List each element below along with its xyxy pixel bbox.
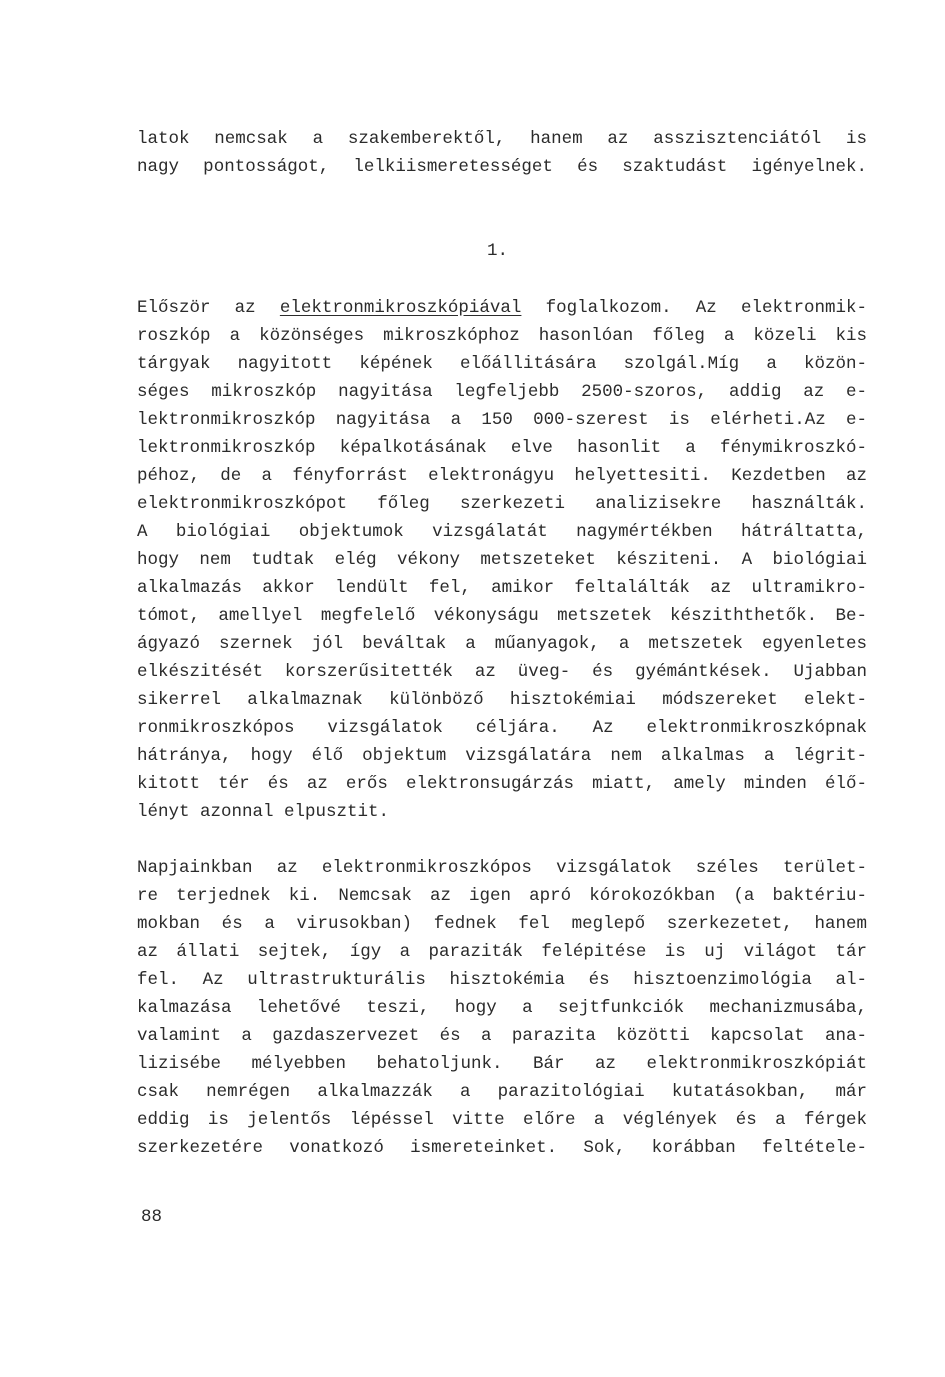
paragraph2-line: kalmazása lehetővé teszi, hogy a sejtfunkciók mechanizmusába, bbox=[137, 998, 867, 1018]
paragraph1-first-line bbox=[137, 298, 867, 318]
paragraph1-line: elektronmikroszkópot főleg szerkezeti analizisekre használták. bbox=[137, 494, 867, 514]
paragraph1-line: roszkóp a közönséges mikroszkóphoz hasonlóan főleg a közeli kis bbox=[137, 326, 867, 346]
paragraph1-line: tómot, amellyel megfelelő vékonyságu metszetek késziththetők. Be- bbox=[137, 606, 867, 626]
paragraph2-line: szerkezetére vonatkozó ismereteinket. Sok, korábban feltétele- bbox=[137, 1138, 867, 1158]
paragraph1-line: kitott tér és az erős elektronsugárzás miatt, amely minden élő- bbox=[137, 774, 867, 794]
paragraph1-line: A biológiai objektumok vizsgálatát nagymértékben hátráltatta, bbox=[137, 522, 867, 542]
paragraph2-line: csak nemrégen alkalmazzák a parazitológiai kutatásokban, már bbox=[137, 1082, 867, 1102]
paragraph1-line: ágyazó szernek jól beváltak a műanyagok, a metszetek egyenletes bbox=[137, 634, 867, 654]
paragraph1-line: lektronmikroszkóp képalkotásának elve hasonlit a fénymikroszkó- bbox=[137, 438, 867, 458]
paragraph2-line: lizisébe mélyebben behatoljunk. Bár az elektronmikroszkópiát bbox=[137, 1054, 867, 1074]
paragraph2-line: valamint a gazdaszervezet és a parazita közötti kapcsolat ana- bbox=[137, 1026, 867, 1046]
intro-line-1: latok nemcsak a szakemberektől, hanem az asszisztenciától is bbox=[137, 129, 867, 149]
paragraph1-line: lényt azonnal elpusztit. bbox=[137, 802, 390, 822]
paragraph1-line: alkalmazás akkor lendült fel, amikor feltalálták az ultramikro- bbox=[137, 578, 867, 598]
paragraph1-line: sikerrel alkalmaznak különböző hisztokémiai módszereket elekt- bbox=[137, 690, 867, 710]
paragraph2-line: mokban és a virusokban) fednek fel meglepő szerkezetet, hanem bbox=[137, 914, 867, 934]
paragraph1-line: ronmikroszkópos vizsgálatok céljára. Az elektronmikroszkópnak bbox=[137, 718, 867, 738]
intro-line-2: nagy pontosságot, lelkiismeretességet és szaktudást igényelnek. bbox=[137, 157, 867, 177]
paragraph1-line: hogy nem tudtak elég vékony metszeteket késziteni. A biológiai bbox=[137, 550, 867, 570]
paragraph1-line: tárgyak nagyitott képének előállitására szolgál.Míg a közön- bbox=[137, 354, 867, 374]
underlined-term: elektronmikroszkópiával bbox=[279, 298, 522, 318]
paragraph2-line: az állati sejtek, így a paraziták felépitése is uj világot tár bbox=[137, 942, 867, 962]
paragraph2-line: fel. Az ultrastrukturális hisztokémia és hisztoenzimológia al- bbox=[137, 970, 867, 990]
paragraph1-line: hátránya, hogy élő objektum vizsgálatára nem alkalmas a légrit- bbox=[137, 746, 867, 766]
paragraph1-line: elkészitését korszerűsitették az üveg- és gyémántkések. Ujabban bbox=[137, 662, 867, 682]
paragraph1-line: séges mikroszkóp nagyitása legfeljebb 2500-szoros, addig az e- bbox=[137, 382, 867, 402]
page-number: 88 bbox=[141, 1207, 163, 1227]
paragraph1-first-line-end: foglalkozom. Az elektronmik- bbox=[521, 298, 867, 318]
paragraph1-line: péhoz, de a fényforrást elektronágyu helyettesiti. Kezdetben az bbox=[137, 466, 867, 486]
paragraph1-first-line-start: Először az bbox=[137, 298, 280, 318]
section-heading: 1. bbox=[487, 241, 509, 261]
paragraph2-line: eddig is jelentős lépéssel vitte előre a véglények és a férgek bbox=[137, 1110, 867, 1130]
paragraph1-line: lektronmikroszkóp nagyitása a 150 000-szerest is elérheti.Az e- bbox=[137, 410, 867, 430]
paragraph2-line: Napjainkban az elektronmikroszkópos vizsgálatok széles terület- bbox=[137, 858, 867, 878]
paragraph2-line: re terjednek ki. Nemcsak az igen apró kórokozókban (a baktériu- bbox=[137, 886, 867, 906]
